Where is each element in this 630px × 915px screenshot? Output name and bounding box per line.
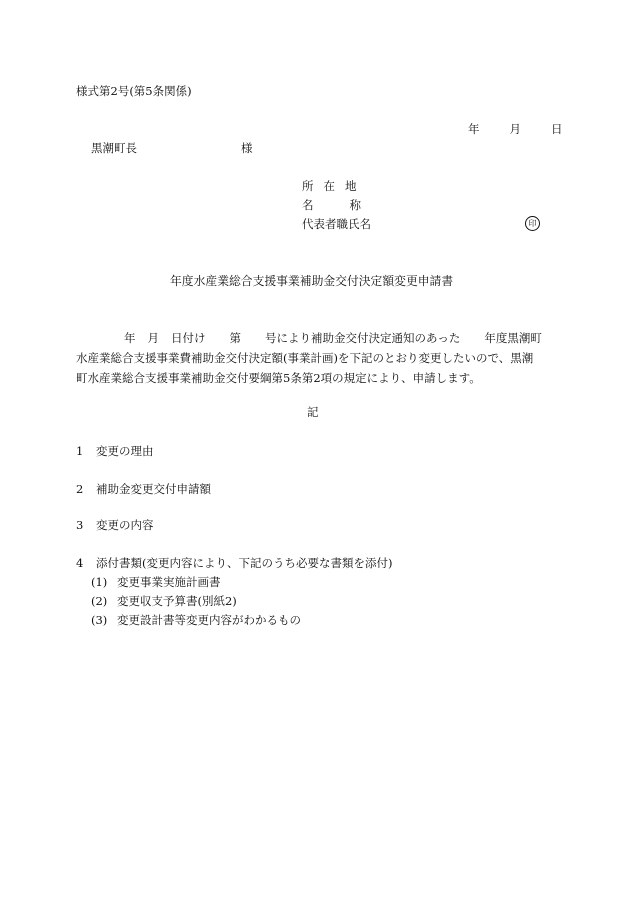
list-item: 3 変更の内容 [76,518,154,532]
form-number: 様式第2号(第5条関係) [76,84,192,98]
sub-list-item: (2) 変更収支予算書(別紙2) [91,594,237,608]
addressee-name: 黒潮町長 [91,141,137,155]
addressee-honorific: 様 [241,141,253,155]
list-item: 1 変更の理由 [76,444,154,458]
date-day-label: 日 [551,122,563,136]
date-year-label: 年 [468,122,480,136]
applicant-representative-label: 代表者職氏名 [302,217,371,231]
applicant-name-label: 名称 [302,198,397,212]
ki-heading: 記 [307,405,319,419]
list-item: 2 補助金変更交付申請額 [76,482,211,496]
body-paragraph [76,328,556,388]
date-line [468,124,563,136]
date-month-label: 月 [509,122,521,136]
list-item: 4 添付書類(変更内容により、下記のうち必要な書類を添付) [76,556,393,570]
addressee [91,143,253,155]
body-line-2: 水産業総合支援事業費補助金交付決定額(事業計画)を下記のとおり変更したいので、黒潮 [76,351,534,365]
sub-list-item: (3) 変更設計書等変更内容がわかるもの [91,613,301,627]
document-title: 年度水産業総合支援事業補助金交付決定額変更申請書 [170,274,454,288]
body-line-3: 町水産業総合支援事業補助金交付要綱第5条第2項の規定により、申請します。 [76,371,481,385]
applicant-address-label: 所在地 [302,179,367,193]
body-line-1: 年 月 日付け 第 号により補助金交付決定通知のあった 年度黒潮町 [124,331,542,345]
seal-icon: 印 [525,216,540,231]
sub-list-item: (1) 変更事業実施計画書 [91,575,221,589]
